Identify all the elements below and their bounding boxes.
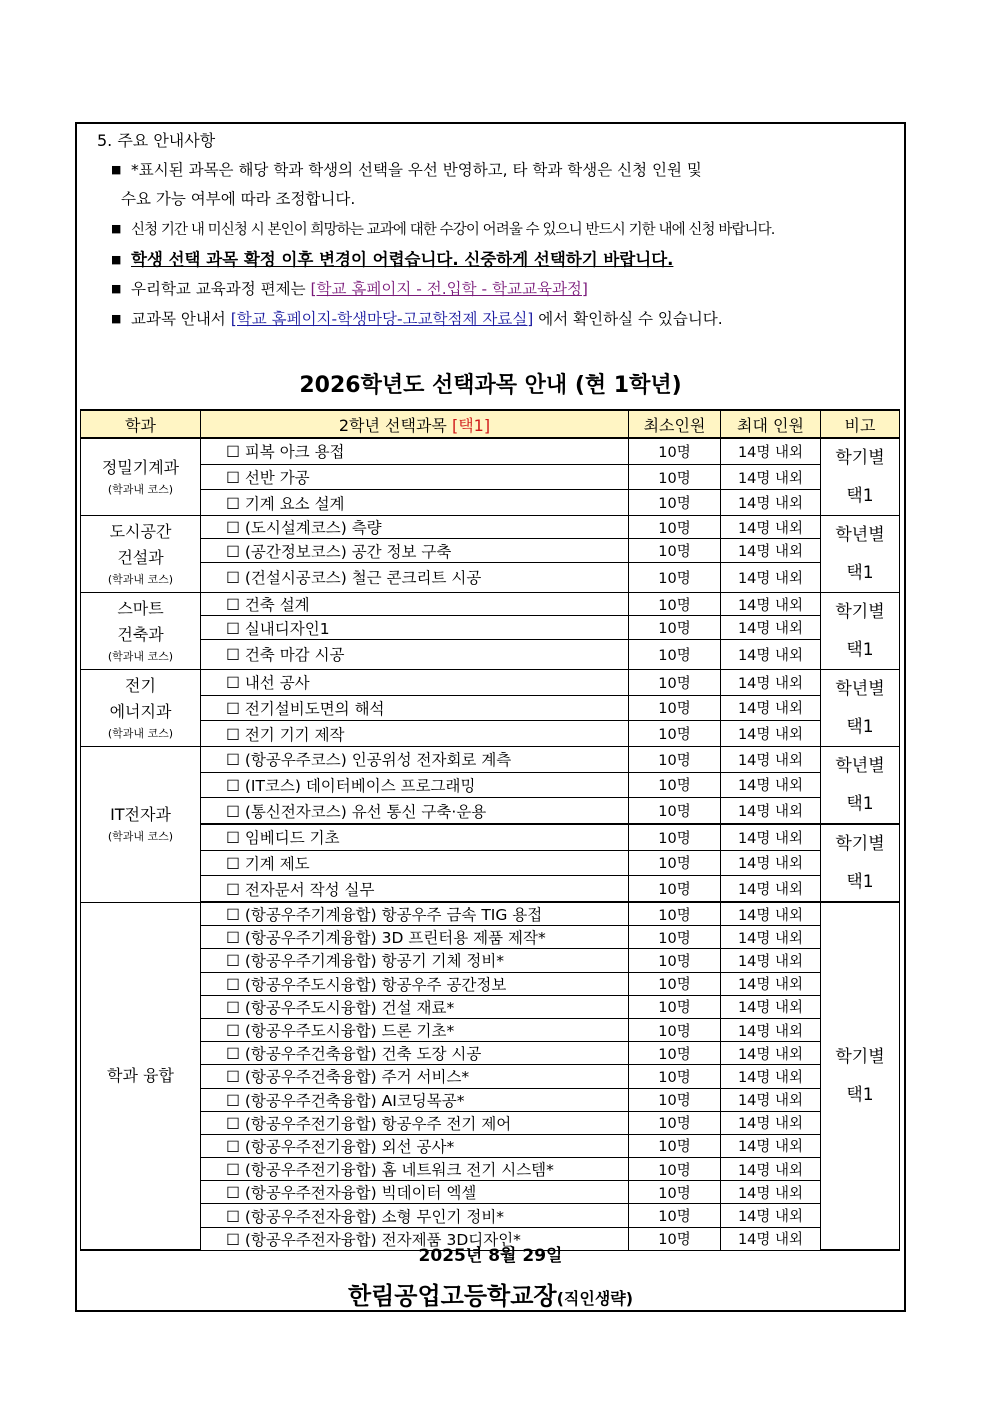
table-row [81,1088,900,1111]
min-cell: 10명 [629,798,721,824]
dept-name: 정밀기계과 [101,458,180,477]
max-cell: 14명 내외 [721,616,821,639]
max-cell: 14명 내외 [721,593,821,616]
checkbox-icon[interactable]: ☐ [226,906,245,925]
note-pick: 택1 [846,1085,874,1106]
max-cell: 14명 내외 [721,798,821,824]
min-cell: 10명 [629,772,721,798]
checkbox-icon[interactable]: ☐ [226,1114,245,1133]
subject-cell[interactable] [201,1111,629,1134]
checkbox-icon[interactable]: ☐ [226,1045,245,1064]
table-row [81,1204,900,1227]
subject-cell[interactable] [201,949,629,972]
subject-name: (항공우주전자융합) 빅데이터 엑셀 [244,1184,477,1203]
min-cell: 10명 [629,721,721,747]
table-row [81,972,900,995]
fusion-body [81,902,900,1250]
min-cell: 10명 [629,1088,721,1111]
subject-name: (항공우주전자융합) 소형 무인기 정비* [244,1207,505,1226]
table-row [81,949,900,972]
table-row [81,562,900,592]
checkbox-icon[interactable]: ☐ [226,699,245,718]
subject-name: (항공우주건축융합) AI코딩목공* [244,1091,465,1110]
min-cell: 10명 [629,1042,721,1065]
dept-electrical-energy [81,670,201,747]
max-cell: 14명 내외 [721,516,821,539]
note-cell [821,516,900,593]
subject-name: 선반 가공 [244,469,310,487]
subject-cell[interactable] [201,1042,629,1065]
subject-name: 전자문서 작성 실무 [244,880,375,899]
dept-name: 도시공간 [109,522,172,541]
max-cell: 14명 내외 [721,772,821,798]
bullet-square-icon: ■ [111,253,122,266]
notice-item-deadline [97,214,897,245]
header-subject-tag: [택1] [451,415,491,435]
notice-section [97,126,897,334]
max-cell: 14명 내외 [721,1018,821,1041]
subject-name: (도시설계코스) 측량 [244,519,382,538]
guide-link[interactable]: [학교 홈페이지-학생마당-고교학점제 자료실] [230,310,534,328]
subject-name: (항공우주건축융합) 건축 도장 시공 [244,1045,482,1064]
min-cell: 10명 [629,593,721,616]
min-cell: 10명 [629,1227,721,1250]
dept-fusion [81,902,201,1250]
note-period: 학기별 [835,448,885,468]
note-period: 학년별 [835,679,885,699]
max-cell: 14명 내외 [721,747,821,773]
header-subject-label: 2학년 선택과목 [338,415,447,435]
table-row [81,850,900,876]
max-cell: 14명 내외 [721,1227,821,1250]
note-period: 학년별 [835,525,885,545]
table-row [81,995,900,1018]
dept-sub: (학과내 코스) [107,483,174,496]
min-cell: 10명 [629,438,721,464]
subject-name: 건축 마감 시공 [244,646,345,665]
subject-cell[interactable] [201,972,629,995]
note-period: 학기별 [835,1047,885,1068]
max-cell: 14명 내외 [721,639,821,669]
max-cell: 14명 내외 [721,850,821,876]
dept-sub: (학과내 코스) [107,830,174,844]
subject-name: 실내디자인1 [244,619,330,638]
subject-name: 내선 공사 [244,674,310,693]
subject-name: (항공우주기계융합) 항공우주 금속 TIG 용접 [244,906,543,925]
dept-name: 스마트 [117,599,164,618]
page-title: 2026학년도 선택과목 안내 (현 1학년) [299,373,682,398]
subject-cell[interactable] [201,721,629,747]
max-cell: 14명 내외 [721,562,821,592]
subject-name: 기계 요소 설계 [244,494,345,513]
checkbox-icon[interactable]: ☐ [226,1137,245,1156]
max-cell: 14명 내외 [721,972,821,995]
table-row [81,539,900,562]
note-pick: 택1 [846,872,874,892]
bullet-square-icon: ■ [111,282,122,295]
min-cell: 10명 [629,1204,721,1227]
subject-name: 임베디드 기초 [244,829,340,848]
subject-name: (건설시공코스) 철근 콘크리트 시공 [244,569,482,588]
subject-cell[interactable] [201,1181,629,1204]
checkbox-icon[interactable]: ☐ [226,646,245,665]
checkbox-icon[interactable]: ☐ [226,596,245,615]
min-cell: 10명 [629,902,721,926]
principal-title: 한림공업고등학교장 [347,1282,557,1310]
notice-item-guide [97,304,897,334]
max-cell: 14명 내외 [721,876,821,902]
max-cell: 14명 내외 [721,695,821,721]
notice-item-warning [97,245,897,274]
min-cell: 10명 [629,824,721,850]
notice-item-text: 신청 기간 내 미신청 시 본인이 희망하는 교과에 대한 수강이 어려울 수 있으니 반드시 기한 내에 신청 바랍니다. [131,222,775,238]
issue-date: 2025년 8월 29일 [418,1246,563,1266]
subject-name: (항공우주도시융합) 건설 재료* [244,998,455,1017]
subject-name: (항공우주코스) 인공위성 전자회로 계측 [244,751,512,770]
table-row [81,695,900,721]
subject-cell[interactable] [201,1018,629,1041]
min-cell: 10명 [629,1018,721,1041]
max-cell: 14명 내외 [721,539,821,562]
subject-cell[interactable] [201,995,629,1018]
bullet-square-icon: ■ [111,163,122,176]
max-cell: 14명 내외 [721,926,821,949]
subject-name: (통신전자코스) 유선 통신 구축·운용 [244,802,487,821]
subject-cell[interactable] [201,1065,629,1088]
note-pick: 택1 [846,640,874,660]
min-cell: 10명 [629,995,721,1018]
table-row [81,1018,900,1041]
notice-item-continuation [97,185,897,214]
notice-item-priority [97,155,897,185]
dept-name: 학과 융합 [107,1065,174,1085]
checkbox-icon[interactable]: ☐ [226,1161,245,1180]
subject-cell[interactable] [201,490,629,516]
header-note: 비고 [821,410,900,438]
subject-cell[interactable] [201,516,629,539]
dept-name: 에너지과 [109,702,172,721]
subject-name: (항공우주기계융합) 3D 프린터용 제품 제작* [244,929,546,948]
min-cell: 10명 [629,1111,721,1134]
subject-cell[interactable] [201,772,629,798]
subject-name: 전기 기기 제작 [244,725,345,744]
min-cell: 10명 [629,972,721,995]
max-cell: 14명 내외 [721,1088,821,1111]
subject-cell[interactable] [201,902,629,926]
subject-name: 피복 아크 용접 [244,443,345,462]
subject-name: (항공우주도시융합) 항공우주 공간정보 [244,975,507,994]
dept-name: IT전자과 [110,805,171,825]
note-cell [821,670,900,747]
max-cell: 14명 내외 [721,995,821,1018]
note-cell [821,438,900,516]
subject-cell[interactable] [201,876,629,902]
table-row [81,824,900,850]
checkbox-icon[interactable]: ☐ [226,494,245,513]
checkbox-icon[interactable]: ☐ [226,1184,245,1203]
header-min: 최소인원 [629,410,721,438]
curriculum-link[interactable]: [학교 홈페이지 - 전.입학 - 학교교육과정] [310,280,588,298]
subject-name: (항공우주도시융합) 드론 기초* [244,1022,455,1041]
min-cell: 10명 [629,539,721,562]
header-max: 최대 인원 [721,410,821,438]
table-row [81,670,900,696]
notice-item-text: *표시된 과목은 해당 학과 학생의 선택을 우선 반영하고, 타 학과 학생은 신청 인원 및 [131,161,702,179]
min-cell: 10명 [629,616,721,639]
notice-item-text: 에서 확인하실 수 있습니다. [538,310,723,328]
subject-cell[interactable] [201,1204,629,1227]
subject-cell[interactable] [201,438,629,464]
notice-item-curriculum [97,274,897,304]
min-cell: 10명 [629,1181,721,1204]
note-cell [821,902,900,1250]
checkbox-icon[interactable]: ☐ [226,829,245,848]
table-row [81,1181,900,1204]
max-cell: 14명 내외 [721,670,821,696]
checkbox-icon[interactable]: ☐ [226,519,245,538]
table-header-row [81,410,900,438]
checkbox-icon[interactable]: ☐ [226,854,245,873]
header-dept: 학과 [81,410,201,438]
table-row [81,1065,900,1088]
min-cell: 10명 [629,464,721,490]
min-cell: 10명 [629,850,721,876]
dept-name: 전기 [125,676,156,695]
max-cell: 14명 내외 [721,464,821,490]
min-cell: 10명 [629,747,721,773]
max-cell: 14명 내외 [721,1111,821,1134]
checkbox-icon[interactable]: ☐ [226,725,245,744]
notice-item-text: 학생 선택 과목 확정 이후 변경이 어렵습니다. 신중하게 선택하기 바랍니다. [131,250,674,269]
table-row [81,490,900,516]
max-cell: 14명 내외 [721,902,821,926]
checkbox-icon[interactable]: ☐ [226,1091,245,1110]
subject-name: 건축 설계 [244,596,310,615]
subject-name: (IT코스) 데이터베이스 프로그래밍 [244,776,476,795]
note-period: 학기별 [835,602,885,622]
subject-cell[interactable] [201,1088,629,1111]
subject-cell[interactable] [201,798,629,824]
table-row [81,516,900,539]
dept-precision-mechanical [81,438,201,516]
subject-name: 기계 제도 [244,854,310,873]
max-cell: 14명 내외 [721,1042,821,1065]
table-row [81,926,900,949]
min-cell: 10명 [629,1134,721,1157]
subject-cell[interactable] [201,747,629,773]
dept-name: 건축과 [117,625,164,644]
min-cell: 10명 [629,670,721,696]
checkbox-icon[interactable]: ☐ [226,569,245,588]
max-cell: 14명 내외 [721,721,821,747]
subject-cell[interactable] [201,616,629,639]
table-row [81,593,900,616]
note-pick: 택1 [846,563,874,583]
min-cell: 10명 [629,695,721,721]
subject-name: (공간정보코스) 공간 정보 구축 [244,542,452,561]
note-pick: 택1 [846,794,874,814]
subject-cell[interactable] [201,695,629,721]
subject-name: (항공우주기계융합) 항공기 기체 정비* [244,952,505,971]
table-row [81,1042,900,1065]
signature-block [77,1276,904,1311]
subject-cell[interactable] [201,670,629,696]
subject-cell[interactable] [201,850,629,876]
checkbox-icon[interactable]: ☐ [226,542,245,561]
checkbox-icon[interactable]: ☐ [226,1022,245,1041]
note-cell [821,747,900,825]
notice-item-text: 교과목 안내서 [131,310,226,328]
seal-note: (직인생략) [556,1289,634,1308]
table-row [81,876,900,902]
subject-cell[interactable] [201,539,629,562]
max-cell: 14명 내외 [721,949,821,972]
note-pick: 택1 [846,717,874,737]
table-row [81,721,900,747]
table-row [81,1134,900,1157]
subject-name: (항공우주전자융합) 전자제품 3D디자인* [244,1230,521,1249]
table-row [81,1111,900,1134]
max-cell: 14명 내외 [721,1204,821,1227]
checkbox-icon[interactable]: ☐ [226,1068,245,1087]
max-cell: 14명 내외 [721,824,821,850]
checkbox-icon[interactable]: ☐ [226,998,245,1017]
table-row [81,639,900,669]
subject-cell[interactable] [201,562,629,592]
subject-name: (항공우주전기융합) 외선 공사* [244,1137,455,1156]
subject-cell[interactable] [201,593,629,616]
checkbox-icon[interactable]: ☐ [226,880,245,899]
note-cell [821,593,900,670]
dept-name: 건설과 [117,548,164,567]
notice-item-text: 우리학교 교육과정 편제는 [131,280,306,298]
min-cell: 10명 [629,926,721,949]
dept-urban-construction [81,516,201,593]
dept-sub: (학과내 코스) [107,650,174,663]
checkbox-icon[interactable]: ☐ [226,802,245,821]
checkbox-icon[interactable]: ☐ [226,1207,245,1226]
dept-sub: (학과내 코스) [107,727,174,740]
max-cell: 14명 내외 [721,1158,821,1181]
min-cell: 10명 [629,949,721,972]
subjects-table [80,409,900,1251]
checkbox-icon[interactable]: ☐ [226,443,245,462]
table-row [81,772,900,798]
max-cell: 14명 내외 [721,1181,821,1204]
bullet-square-icon: ■ [111,222,122,235]
min-cell: 10명 [629,490,721,516]
min-cell: 10명 [629,1065,721,1088]
min-cell: 10명 [629,562,721,592]
dept-sub: (학과내 코스) [107,573,174,586]
subject-name: (항공우주전기융합) 항공우주 전기 제어 [244,1114,512,1133]
checkbox-icon[interactable]: ☐ [226,975,245,994]
min-cell: 10명 [629,639,721,669]
table-body [81,438,900,902]
table-row [81,747,900,773]
checkbox-icon[interactable]: ☐ [226,952,245,971]
min-cell: 10명 [629,516,721,539]
table-row [81,798,900,824]
note-period: 학년별 [835,756,885,776]
dept-it-electronics [81,747,201,903]
subject-name: (항공우주전기융합) 홈 네트워크 전기 시스템* [244,1161,554,1180]
checkbox-icon[interactable]: ☐ [226,674,245,693]
checkbox-icon[interactable]: ☐ [226,751,245,770]
checkbox-icon[interactable]: ☐ [226,619,245,638]
max-cell: 14명 내외 [721,1065,821,1088]
subject-cell[interactable] [201,1134,629,1157]
note-pick: 택1 [846,486,874,506]
subject-cell[interactable] [201,639,629,669]
table-row [81,902,900,926]
subject-cell[interactable] [201,464,629,490]
subject-name: 전기설비도면의 해석 [244,699,385,718]
table-row [81,464,900,490]
min-cell: 10명 [629,1158,721,1181]
table-row [81,1158,900,1181]
header-subject [201,410,629,438]
checkbox-icon[interactable]: ☐ [226,469,245,487]
subject-name: (항공우주건축융합) 주거 서비스* [244,1068,470,1087]
table-row [81,438,900,464]
subject-cell[interactable] [201,926,629,949]
subject-cell[interactable] [201,824,629,850]
notice-item-text: 수요 가능 여부에 따라 조정합니다. [121,190,356,208]
document-frame [75,122,906,1312]
table-row [81,616,900,639]
max-cell: 14명 내외 [721,1134,821,1157]
max-cell: 14명 내외 [721,438,821,464]
max-cell: 14명 내외 [721,490,821,516]
checkbox-icon[interactable]: ☐ [226,1230,245,1249]
note-period: 학기별 [835,834,885,854]
bullet-square-icon: ■ [111,312,122,325]
min-cell: 10명 [629,876,721,902]
notice-heading: 5. 주요 안내사항 [97,131,216,150]
checkbox-icon[interactable]: ☐ [226,776,245,795]
subject-cell[interactable] [201,1158,629,1181]
checkbox-icon[interactable]: ☐ [226,929,245,948]
note-cell [821,824,900,902]
dept-smart-architecture [81,593,201,670]
